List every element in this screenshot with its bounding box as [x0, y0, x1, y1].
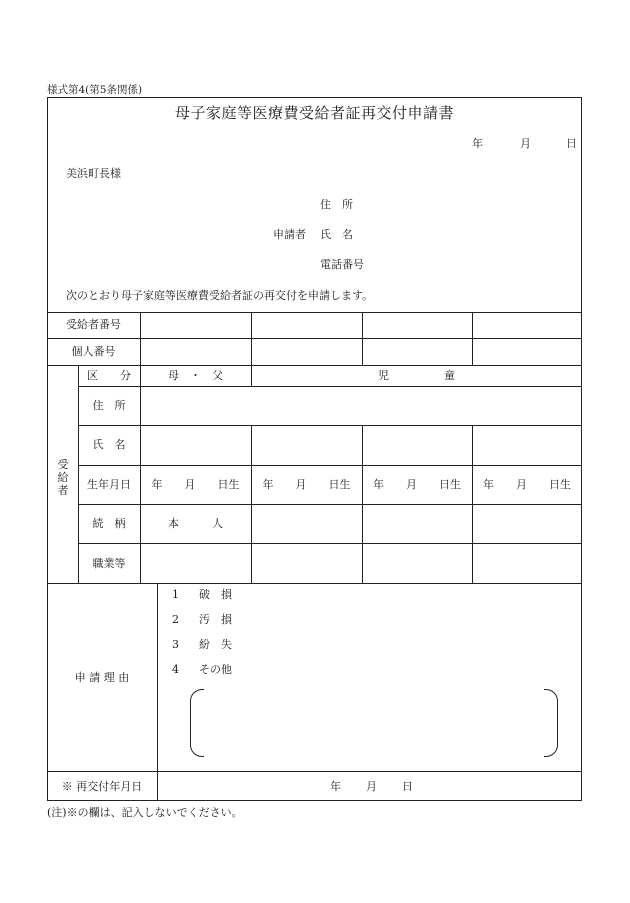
addressee: 美浜町長様 [66, 167, 121, 180]
reissue-month: 月 [366, 780, 377, 793]
recipient-address-label: 住 所 [92, 399, 126, 412]
reissue-day: 日 [402, 780, 413, 793]
birthdate-cell: 年 月 日生 [151, 478, 240, 491]
grid-line [47, 338, 582, 339]
grid-line [78, 504, 582, 505]
reason-option-soiled: 汚 損 [199, 613, 232, 626]
date-year: 年 [472, 137, 483, 150]
grid-line [78, 425, 582, 426]
grid-line [472, 312, 473, 365]
application-statement: 次のとおり母子家庭等医療費受給者証の再交付を申請します。 [66, 289, 374, 302]
applicant-name-label: 氏 名 [320, 228, 353, 241]
date-day: 日 [566, 137, 577, 150]
applicant-label: 申請者 [273, 228, 306, 241]
grid-line [78, 365, 79, 583]
grid-line [472, 425, 473, 583]
applicant-phone-label: 電話番号 [320, 258, 364, 271]
reason-number: 2 [172, 613, 179, 626]
grid-line [47, 365, 582, 366]
birthdate-cell: 年 月 日生 [483, 478, 571, 491]
child-header: 児 童 [378, 369, 455, 382]
recipient-name-label: 氏 名 [92, 438, 126, 451]
category-label: 区 分 [87, 369, 131, 382]
form-number-label: 様式第4(第5条関係) [47, 84, 143, 96]
birthdate-cell: 年 月 日生 [373, 478, 461, 491]
grid-line [362, 425, 363, 583]
grid-line [78, 543, 582, 544]
grid-line [140, 312, 141, 365]
reason-number: 4 [172, 663, 179, 676]
grid-line [157, 583, 158, 801]
personal-number-label: 個人番号 [71, 345, 116, 358]
birthdate-cell: 年 月 日生 [262, 478, 351, 491]
form-title: 母子家庭等医療費受給者証再交付申請書 [174, 104, 454, 122]
reason-option-other: その他 [199, 663, 232, 676]
grid-line [251, 425, 252, 583]
footnote: (注)※の欄は、記入しないでください。 [47, 806, 243, 819]
birthdate-label: 生年月日 [87, 478, 131, 491]
relation-self: 本 人 [168, 517, 223, 530]
mother-father-header: 母 ・ 父 [168, 369, 223, 382]
grid-line [78, 386, 582, 387]
grid-line [47, 312, 582, 313]
date-month: 月 [520, 137, 531, 150]
occupation-label: 職業等 [92, 557, 126, 570]
applicant-address-label: 住 所 [320, 198, 353, 211]
grid-line [78, 465, 582, 466]
reason-number: 3 [172, 638, 179, 651]
recipient-number-label: 受給者番号 [66, 318, 121, 331]
grid-line [47, 771, 582, 772]
reason-option-lost: 紛 失 [199, 638, 232, 651]
relation-label: 続 柄 [92, 517, 126, 530]
reason-option-damaged: 破 損 [199, 588, 232, 601]
reissue-date-label: ※ 再交付年月日 [61, 780, 143, 793]
reissue-year: 年 [330, 780, 341, 793]
grid-line [47, 583, 582, 584]
other-reason-bracket-right [544, 689, 558, 757]
recipient-vertical-char: 給 [57, 471, 69, 484]
other-reason-bracket-left [190, 689, 204, 757]
reason-number: 1 [172, 588, 179, 601]
grid-line [140, 365, 141, 583]
reason-label: 申 請 理 由 [74, 671, 130, 684]
recipient-vertical-label [48, 458, 78, 497]
grid-line [362, 312, 363, 365]
recipient-vertical-char: 者 [57, 484, 69, 497]
recipient-vertical-char: 受 [57, 458, 69, 471]
